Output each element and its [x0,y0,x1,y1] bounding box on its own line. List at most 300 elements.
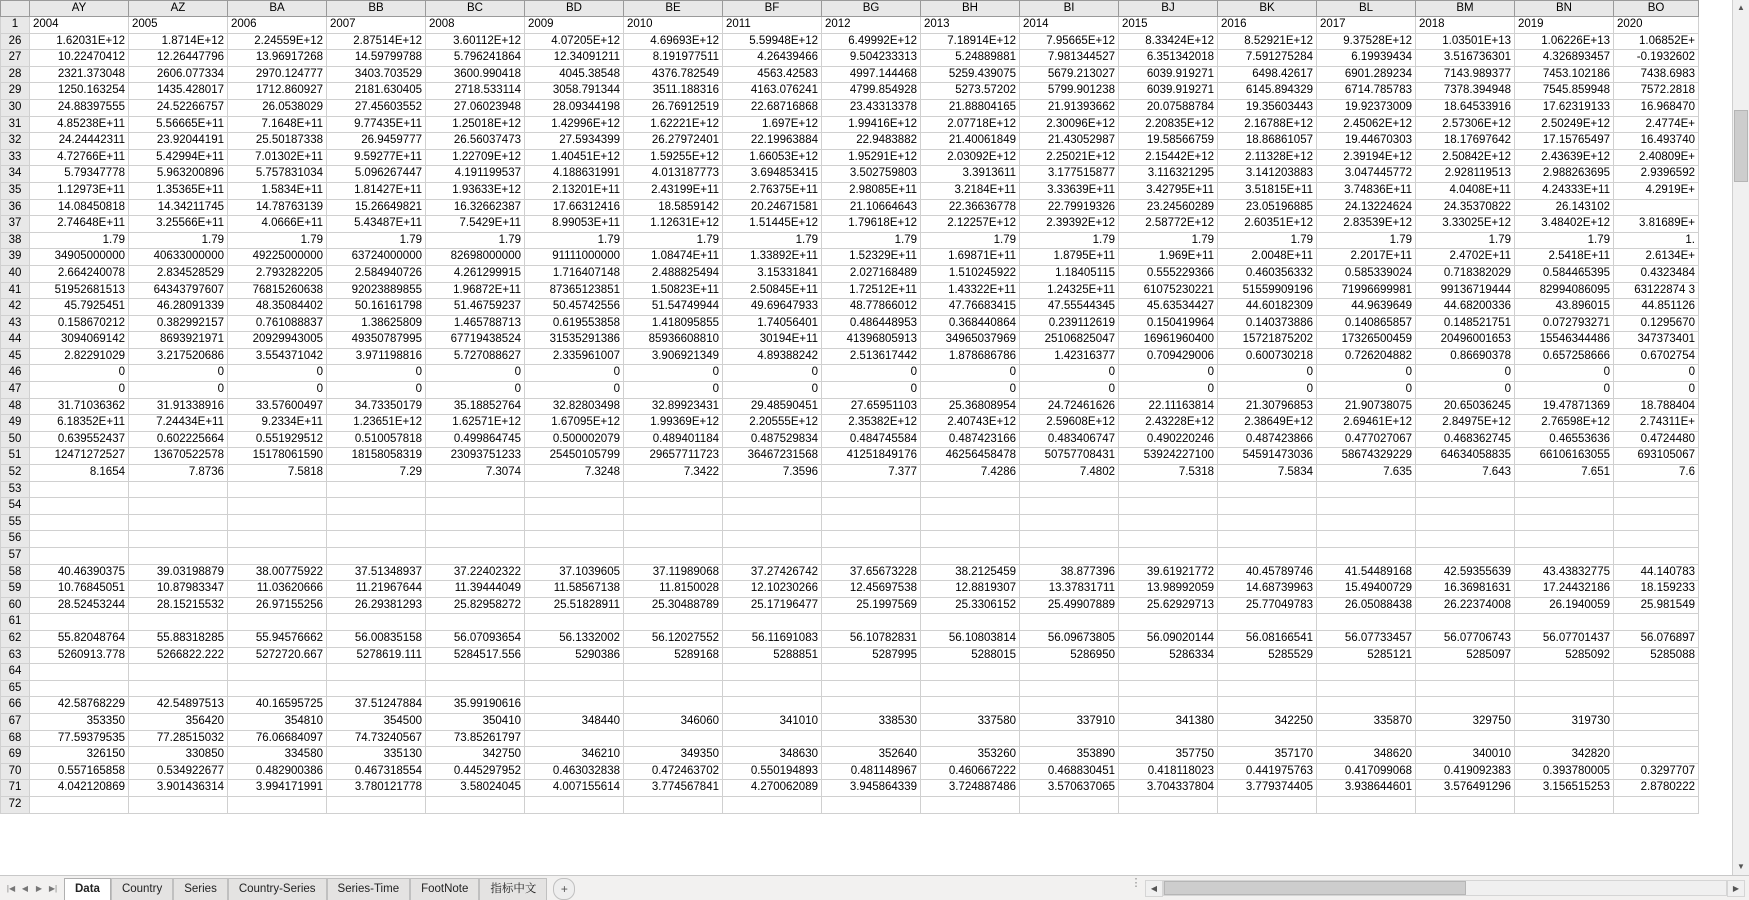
cell[interactable] [129,796,228,813]
horizontal-scroll-track[interactable] [1163,880,1727,896]
cell[interactable]: 17.24432186 [1515,581,1614,598]
cell[interactable]: 56.07733457 [1317,630,1416,647]
cell[interactable]: 337910 [1020,713,1119,730]
cell[interactable]: 5.59948E+12 [723,33,822,50]
cell[interactable]: 3403.703529 [327,66,426,83]
cell[interactable]: 37.1039605 [525,564,624,581]
cell[interactable]: 353890 [1020,747,1119,764]
sheet-tab-5[interactable]: Series-Time [327,878,411,900]
cell[interactable]: 0.761088837 [228,315,327,332]
cell[interactable]: 0.585339024 [1317,265,1416,282]
cell[interactable]: 2.584940726 [327,265,426,282]
cell[interactable]: 43.43832775 [1515,564,1614,581]
cell[interactable]: 330850 [129,747,228,764]
cell[interactable]: 0.551929512 [228,431,327,448]
row-header[interactable]: 57 [1,548,30,565]
cell[interactable]: 46.28091339 [129,299,228,316]
table-row[interactable] [1,315,1699,332]
table-row[interactable] [1,747,1699,764]
cell[interactable]: 7.29 [327,465,426,482]
cell[interactable]: 22.11163814 [1119,398,1218,415]
cell[interactable]: 326150 [30,747,129,764]
cell[interactable]: 22.9483882 [822,133,921,150]
cell[interactable]: 6039.919271 [1119,66,1218,83]
cell[interactable]: 357170 [1218,747,1317,764]
cell[interactable]: 319730 [1515,713,1614,730]
cell[interactable]: 1.99369E+12 [624,415,723,432]
cell[interactable]: 20.24671581 [723,199,822,216]
cell[interactable] [1317,514,1416,531]
cell[interactable]: 1.79 [1416,232,1515,249]
cell[interactable] [1020,514,1119,531]
cell[interactable]: 5.963200896 [129,166,228,183]
cell[interactable]: 48.35084402 [228,299,327,316]
cell[interactable]: 77.28515032 [129,730,228,747]
cell[interactable] [1218,680,1317,697]
cell[interactable]: 87365123851 [525,282,624,299]
cell[interactable]: 0 [426,382,525,399]
cell[interactable]: 0.487423166 [921,431,1020,448]
cell[interactable]: 2020 [1614,17,1699,34]
cell[interactable]: 9.504233313 [822,50,921,67]
cell[interactable]: 0 [129,365,228,382]
cell[interactable]: 38.877396 [1020,564,1119,581]
cell[interactable]: 9.59277E+11 [327,149,426,166]
cell[interactable] [1020,664,1119,681]
table-row[interactable] [1,597,1699,614]
select-all-corner[interactable] [1,1,30,17]
cell[interactable]: 6.351342018 [1119,50,1218,67]
row-header[interactable]: 37 [1,216,30,233]
cell[interactable]: 91111000000 [525,249,624,266]
cell[interactable]: 0.4323484 [1614,265,1699,282]
cell[interactable]: 2.39392E+12 [1020,216,1119,233]
cell[interactable] [624,514,723,531]
cell[interactable]: 44.68200336 [1416,299,1515,316]
cell[interactable] [525,730,624,747]
cell[interactable]: 55.94576662 [228,630,327,647]
cell[interactable] [1515,796,1614,813]
cell[interactable]: 7.981344527 [1020,50,1119,67]
cell[interactable]: 2.69461E+12 [1317,415,1416,432]
cell[interactable]: 21.40061849 [921,133,1020,150]
cell[interactable]: 0 [1515,382,1614,399]
cell[interactable]: 0.487529834 [723,431,822,448]
cell[interactable]: 2.25021E+12 [1020,149,1119,166]
cell[interactable]: 0.484745584 [822,431,921,448]
row-header[interactable]: 38 [1,232,30,249]
cell[interactable]: 56.09020144 [1119,630,1218,647]
cell[interactable]: 37.27426742 [723,564,822,581]
cell[interactable]: 64343797607 [129,282,228,299]
column-header-bf[interactable]: BF [723,1,822,17]
cell[interactable] [723,730,822,747]
cell[interactable]: 5286334 [1119,647,1218,664]
cell[interactable] [30,531,129,548]
cell[interactable]: 5259.439075 [921,66,1020,83]
cell[interactable]: 11.03620666 [228,581,327,598]
cell[interactable]: 7378.394948 [1416,83,1515,100]
cell[interactable]: 13.37831711 [1020,581,1119,598]
cell[interactable]: 0.709429006 [1119,348,1218,365]
cell[interactable]: 31.91338916 [129,398,228,415]
cell[interactable]: 1.23651E+12 [327,415,426,432]
table-row[interactable] [1,763,1699,780]
cell[interactable] [1614,514,1699,531]
cell[interactable] [1515,730,1614,747]
cell[interactable]: 25.30488789 [624,597,723,614]
cell[interactable]: 10.87983347 [129,581,228,598]
vertical-scrollbar[interactable] [1732,0,1749,875]
cell[interactable] [1614,199,1699,216]
cell[interactable]: 23093751233 [426,448,525,465]
cell[interactable]: 15546344486 [1515,332,1614,349]
cell[interactable]: 7.377 [822,465,921,482]
cell[interactable]: 22.19963884 [723,133,822,150]
table-row[interactable] [1,216,1699,233]
cell[interactable]: 85936608810 [624,332,723,349]
cell[interactable]: 27.5934399 [525,133,624,150]
cell[interactable]: 25.49907889 [1020,597,1119,614]
cell[interactable]: 1.67095E+12 [525,415,624,432]
cell[interactable] [228,481,327,498]
cell[interactable]: 17.62319133 [1515,99,1614,116]
cell[interactable] [30,481,129,498]
scroll-left-arrow-icon[interactable]: ◀ [1145,880,1163,897]
cell[interactable] [426,680,525,697]
cell[interactable]: 40.46390375 [30,564,129,581]
cell[interactable] [525,614,624,631]
cell[interactable] [30,614,129,631]
cell[interactable]: 5.796241864 [426,50,525,67]
cell[interactable]: 5273.57202 [921,83,1020,100]
cell[interactable] [921,531,1020,548]
cell[interactable]: 0.477027067 [1317,431,1416,448]
row-header[interactable]: 53 [1,481,30,498]
cell[interactable] [1317,614,1416,631]
sheet-tab-1[interactable]: Data [64,878,111,900]
cell[interactable]: 2.82291029 [30,348,129,365]
cell[interactable]: 1.43322E+11 [921,282,1020,299]
cell[interactable]: 54591473036 [1218,448,1317,465]
cell[interactable]: 1.03501E+13 [1416,33,1515,50]
cell[interactable]: 14.08450818 [30,199,129,216]
cell[interactable] [1020,498,1119,515]
cell[interactable]: 16.36981631 [1416,581,1515,598]
cell[interactable]: 1.25018E+12 [426,116,525,133]
cell[interactable]: 4045.38548 [525,66,624,83]
cell[interactable] [1416,664,1515,681]
cell[interactable]: 1.79 [921,232,1020,249]
cell[interactable]: 2.58772E+12 [1119,216,1218,233]
cell[interactable]: 9.2334E+11 [228,415,327,432]
cell[interactable]: 7.24434E+11 [129,415,228,432]
cell[interactable] [1119,697,1218,714]
cell[interactable]: 346060 [624,713,723,730]
cell[interactable]: 3.694853415 [723,166,822,183]
cell[interactable]: 0.486448953 [822,315,921,332]
cell[interactable]: 0.368440864 [921,315,1020,332]
cell[interactable]: 2.20555E+12 [723,415,822,432]
cell[interactable]: 43.896015 [1515,299,1614,316]
sheet-nav-buttons[interactable] [0,876,64,900]
cell[interactable]: 18.5859142 [624,199,723,216]
cell[interactable]: 1.22709E+12 [426,149,525,166]
cell[interactable]: 0 [1614,365,1699,382]
cell[interactable]: 39.61921772 [1119,564,1218,581]
row-header[interactable]: 65 [1,680,30,697]
cell[interactable] [624,614,723,631]
cell[interactable]: 25.77049783 [1218,597,1317,614]
cell[interactable]: 2017 [1317,17,1416,34]
cell[interactable] [723,680,822,697]
cell[interactable] [1218,730,1317,747]
cell[interactable]: 19.47871369 [1515,398,1614,415]
cell[interactable]: 2.664240078 [30,265,129,282]
cell[interactable]: 7453.102186 [1515,66,1614,83]
cell[interactable]: 0 [327,382,426,399]
cell[interactable]: 3.141203883 [1218,166,1317,183]
cell[interactable]: 0.468830451 [1020,763,1119,780]
cell[interactable] [822,614,921,631]
scroll-right-arrow-icon[interactable]: ▶ [1727,880,1745,897]
cell[interactable]: 0.140865857 [1317,315,1416,332]
cell[interactable]: 3.74836E+11 [1317,182,1416,199]
cell[interactable] [1515,531,1614,548]
cell[interactable] [1515,548,1614,565]
cell[interactable]: 2004 [30,17,129,34]
cell[interactable]: 3.945864339 [822,780,921,797]
cell[interactable]: 0.393780005 [1515,763,1614,780]
cell[interactable]: 37.51348937 [327,564,426,581]
cell[interactable]: 0 [327,365,426,382]
cell[interactable]: 0 [1119,365,1218,382]
table-row[interactable] [1,382,1699,399]
row-header[interactable]: 48 [1,398,30,415]
cell[interactable] [228,664,327,681]
cell[interactable] [624,680,723,697]
cell[interactable]: 25450105799 [525,448,624,465]
cell[interactable]: 3.58024045 [426,780,525,797]
cell[interactable]: 1. [1614,232,1699,249]
cell[interactable]: 3.156515253 [1515,780,1614,797]
cell[interactable]: 3.60112E+12 [426,33,525,50]
column-header-bl[interactable]: BL [1317,1,1416,17]
cell[interactable]: 12471272527 [30,448,129,465]
cell[interactable]: 1.79618E+12 [822,216,921,233]
column-header-bn[interactable]: BN [1515,1,1614,17]
cell[interactable]: 0 [723,382,822,399]
cell[interactable]: 1.62571E+12 [426,415,525,432]
cell[interactable]: 4.007155614 [525,780,624,797]
cell[interactable]: 18.159233 [1614,581,1699,598]
row-header[interactable]: 43 [1,315,30,332]
sheet-tab-7[interactable]: 指标中文 [479,878,547,900]
cell[interactable]: 45.7925451 [30,299,129,316]
scroll-down-arrow-icon[interactable]: ▼ [1733,859,1749,875]
table-row[interactable] [1,99,1699,116]
cell[interactable]: 20.65036245 [1416,398,1515,415]
cell[interactable]: 0.482900386 [228,763,327,780]
cell[interactable]: 23.24560289 [1119,199,1218,216]
cell[interactable] [129,514,228,531]
cell[interactable]: 32.82803498 [525,398,624,415]
cell[interactable]: 5285529 [1218,647,1317,664]
cell[interactable]: 2.928119513 [1416,166,1515,183]
row-header[interactable]: 36 [1,199,30,216]
table-row[interactable] [1,249,1699,266]
cell[interactable] [1515,614,1614,631]
cell[interactable]: 0 [426,365,525,382]
cell[interactable]: 11.39444049 [426,581,525,598]
table-row[interactable] [1,713,1699,730]
cell[interactable]: 67719438524 [426,332,525,349]
cell[interactable]: 18.17697642 [1416,133,1515,150]
cell[interactable]: 4.69693E+12 [624,33,723,50]
cell[interactable] [1317,481,1416,498]
cell[interactable]: 19.58566759 [1119,133,1218,150]
cell[interactable]: 18.64533916 [1416,99,1515,116]
cell[interactable] [1416,531,1515,548]
cell[interactable]: 7.5818 [228,465,327,482]
cell[interactable]: 1.52329E+11 [822,249,921,266]
cell[interactable]: 56.10782831 [822,630,921,647]
cell[interactable] [1416,614,1515,631]
cell[interactable]: 1.79 [327,232,426,249]
cell[interactable]: 4163.076241 [723,83,822,100]
cell[interactable]: 0 [822,365,921,382]
cell[interactable]: 2.76375E+11 [723,182,822,199]
cell[interactable]: 24.88397555 [30,99,129,116]
cell[interactable] [426,664,525,681]
cell[interactable]: 1.79 [723,232,822,249]
cell[interactable]: 5287995 [822,647,921,664]
cell[interactable]: 0.726204882 [1317,348,1416,365]
cell[interactable]: 24.52266757 [129,99,228,116]
cell[interactable]: 13.98992059 [1119,581,1218,598]
cell[interactable]: 6039.919271 [1119,83,1218,100]
cell[interactable] [525,481,624,498]
cell[interactable]: 42.59355639 [1416,564,1515,581]
cell[interactable]: 56.08166541 [1218,630,1317,647]
cell[interactable]: 2.35382E+12 [822,415,921,432]
cell[interactable]: 25.1997569 [822,597,921,614]
cell[interactable]: 33.57600497 [228,398,327,415]
cell[interactable]: 74.73240567 [327,730,426,747]
cell[interactable]: 10.22470412 [30,50,129,67]
cell[interactable]: 329750 [1416,713,1515,730]
cell[interactable]: 29657711723 [624,448,723,465]
cell[interactable] [1614,664,1699,681]
cell[interactable]: 1.69871E+11 [921,249,1020,266]
cell[interactable]: 14.34211745 [129,199,228,216]
cell[interactable]: 0 [921,365,1020,382]
cell[interactable]: 7572.2818 [1614,83,1699,100]
row-header[interactable]: 61 [1,614,30,631]
cell[interactable]: 27.65951103 [822,398,921,415]
cell[interactable]: 56.076897 [1614,630,1699,647]
cell[interactable]: 3.3913611 [921,166,1020,183]
cell[interactable] [228,498,327,515]
sheet-tab-6[interactable]: FootNote [410,878,479,900]
column-header-bj[interactable]: BJ [1119,1,1218,17]
cell[interactable]: 7.4802 [1020,465,1119,482]
cell[interactable]: 2.12257E+12 [921,216,1020,233]
cell[interactable] [1218,697,1317,714]
cell[interactable]: 3.704337804 [1119,780,1218,797]
cell[interactable]: 342250 [1218,713,1317,730]
table-row[interactable] [1,348,1699,365]
cell[interactable]: 348620 [1317,747,1416,764]
cell[interactable]: 56.09673805 [1020,630,1119,647]
cell[interactable]: 3.779374405 [1218,780,1317,797]
cell[interactable]: 0 [1020,382,1119,399]
cell[interactable]: 2.6134E+ [1614,249,1699,266]
cell[interactable]: 2.11328E+12 [1218,149,1317,166]
cell[interactable]: 0.417099068 [1317,763,1416,780]
cell[interactable]: 5.096267447 [327,166,426,183]
table-row[interactable] [1,33,1699,50]
cell[interactable] [525,697,624,714]
cell[interactable]: 37.51247884 [327,697,426,714]
cell[interactable]: 7.1648E+11 [228,116,327,133]
cell[interactable]: 7.18914E+12 [921,33,1020,50]
cell[interactable]: 26.29381293 [327,597,426,614]
cell[interactable]: 4.261299915 [426,265,525,282]
cell[interactable]: 51.46759237 [426,299,525,316]
cell[interactable]: 350410 [426,713,525,730]
row-header[interactable]: 70 [1,763,30,780]
cell[interactable] [921,481,1020,498]
cell[interactable]: 76.06684097 [228,730,327,747]
row-header[interactable]: 27 [1,50,30,67]
cell[interactable]: 2.335961007 [525,348,624,365]
table-row[interactable] [1,50,1699,67]
row-header[interactable]: 52 [1,465,30,482]
cell[interactable]: 24.13224624 [1317,199,1416,216]
cell[interactable] [1614,796,1699,813]
cell[interactable]: 352640 [822,747,921,764]
cell[interactable] [921,548,1020,565]
cell[interactable]: 3.554371042 [228,348,327,365]
cell[interactable]: 55.88318285 [129,630,228,647]
cell[interactable]: 22.68716868 [723,99,822,116]
cell[interactable]: 0.555229366 [1119,265,1218,282]
cell[interactable]: 2.45062E+12 [1317,116,1416,133]
table-row[interactable] [1,66,1699,83]
table-row[interactable] [1,282,1699,299]
cell[interactable]: 337580 [921,713,1020,730]
row-header[interactable]: 66 [1,697,30,714]
sheet-tab-4[interactable]: Country-Series [228,878,327,900]
cell[interactable]: 1.51445E+12 [723,216,822,233]
horizontal-scroll-thumb[interactable] [1164,881,1466,895]
cell[interactable]: 2.43639E+12 [1515,149,1614,166]
cell[interactable]: 50.16161798 [327,299,426,316]
cell[interactable]: 2970.124777 [228,66,327,83]
row-header[interactable]: 56 [1,531,30,548]
cell[interactable]: 0.150419964 [1119,315,1218,332]
cell[interactable]: 0 [921,382,1020,399]
cell[interactable] [1317,531,1416,548]
cell[interactable]: 0.460356332 [1218,265,1317,282]
cell[interactable]: 2.988263695 [1515,166,1614,183]
cell[interactable] [822,514,921,531]
cell[interactable] [1317,548,1416,565]
cell[interactable]: 342750 [426,747,525,764]
cell[interactable]: 0 [1020,365,1119,382]
cell[interactable] [327,531,426,548]
